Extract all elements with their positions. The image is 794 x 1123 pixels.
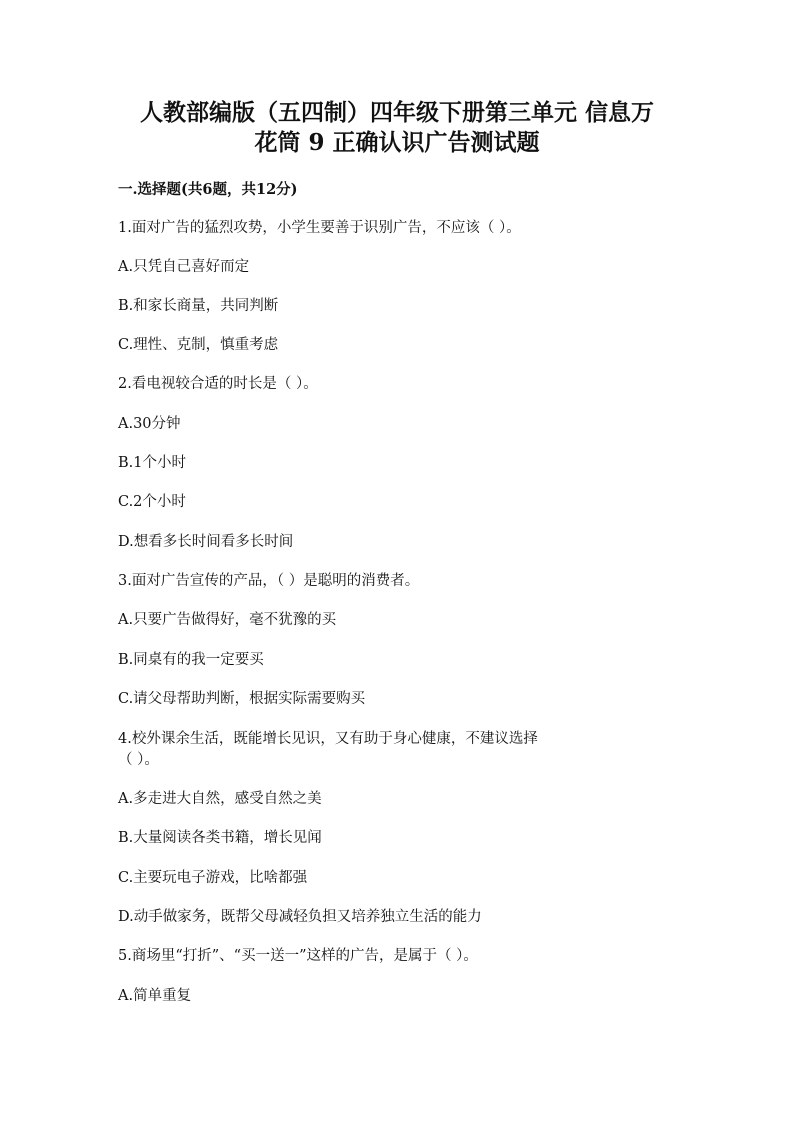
question-1-option-a: A.只凭自己喜好而定 — [118, 259, 250, 275]
question-1: 1.面对广告的猛烈攻势，小学生要善于识别广告，不应该（ ）。 — [118, 220, 521, 236]
question-3: 3.面对广告宣传的产品，（ ）是聪明的消费者。 — [118, 573, 420, 589]
question-2-option-b: B.1个小时 — [118, 455, 186, 471]
question-4-option-b: B.大量阅读各类书籍，增长见闻 — [118, 830, 322, 846]
question-1-option-b: B.和家长商量，共同判断 — [118, 298, 279, 314]
question-4-option-a: A.多走进大自然，感受自然之美 — [118, 791, 322, 807]
question-2-option-d: D.想看多长时间看多长时间 — [118, 534, 294, 550]
question-3-option-a: A.只要广告做得好，毫不犹豫的买 — [118, 612, 337, 628]
question-3-option-b: B.同桌有的我一定要买 — [118, 652, 264, 668]
question-4-line-1: 4.校外课余生活，既能增长见识，又有助于身心健康，不建议选择 — [118, 731, 538, 747]
question-4-option-c: C.主要玩电子游戏，比啥都强 — [118, 870, 308, 886]
question-3-option-c: C.请父母帮助判断，根据实际需要购买 — [118, 691, 366, 707]
question-1-option-c: C.理性、克制，慎重考虑 — [118, 337, 279, 353]
page-title — [70, 98, 724, 158]
title-line-2: 花筒 9 正确认识广告测试题 — [254, 129, 540, 156]
question-4-line-2: （ ）。 — [118, 752, 159, 768]
question-2-option-c: C.2个小时 — [118, 494, 186, 510]
section-heading: 一.选择题(共6题，共12分) — [118, 181, 298, 198]
question-4-option-d: D.动手做家务，既帮父母减轻负担又培养独立生活的能力 — [118, 909, 482, 925]
question-5-option-a: A.简单重复 — [118, 988, 192, 1004]
question-2-option-a: A.30分钟 — [118, 416, 181, 432]
question-5: 5.商场里“打折”、“买一送一”这样的广告，是属于（ ）。 — [118, 948, 478, 964]
question-2: 2.看电视较合适的时长是（ ）。 — [118, 376, 318, 392]
title-line-1: 人教部编版（五四制）四年级下册第三单元 信息万 — [139, 99, 654, 126]
